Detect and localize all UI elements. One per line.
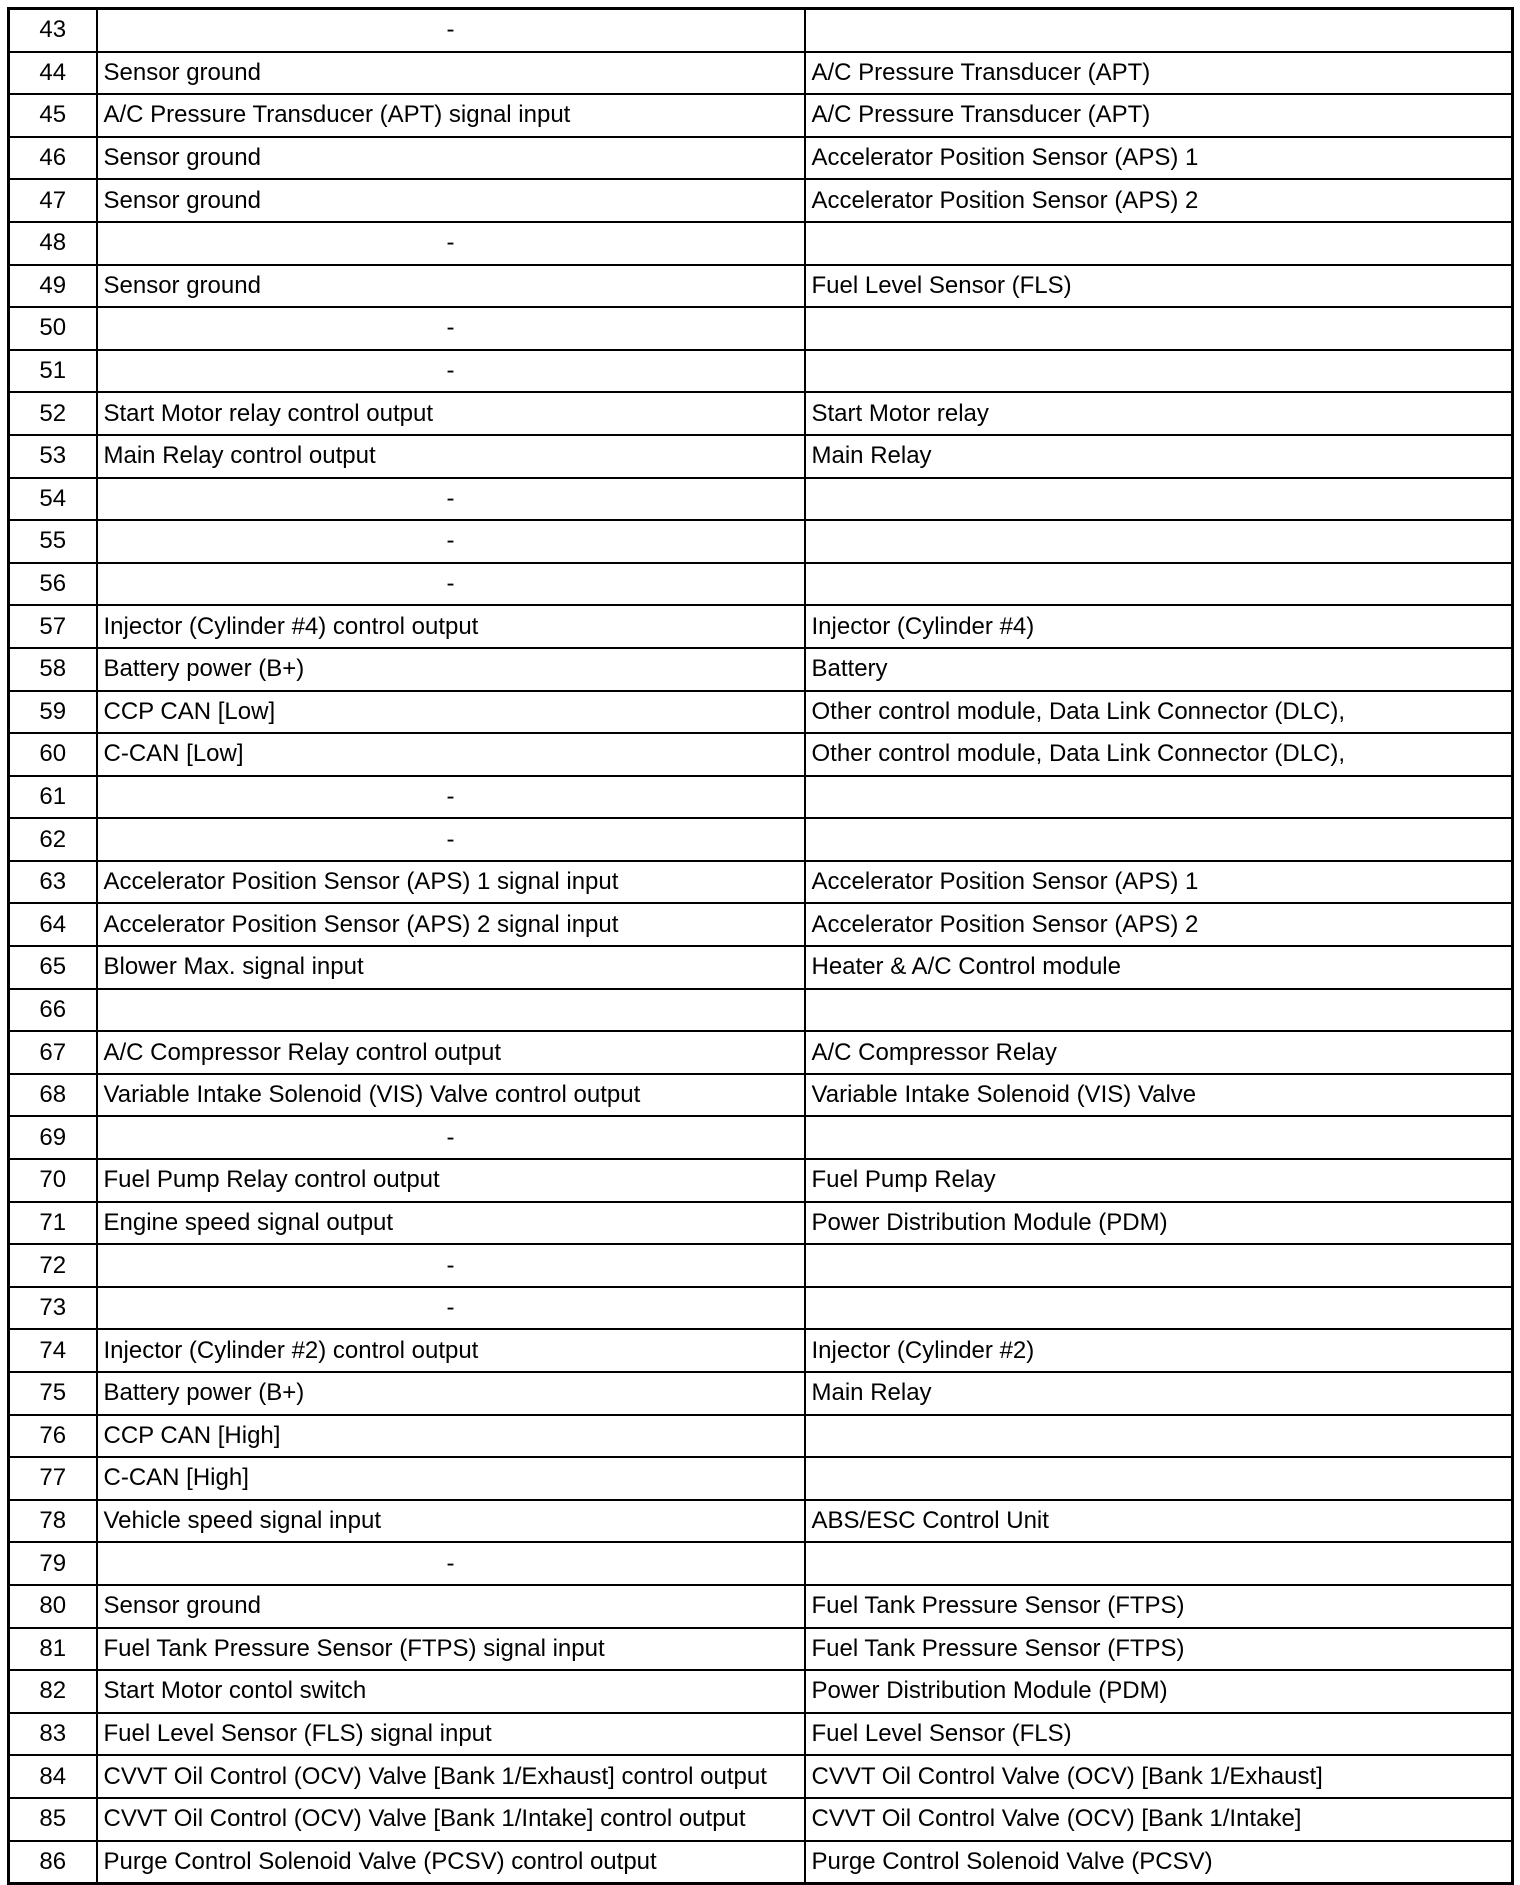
pin-number-cell: 73 (9, 1287, 97, 1330)
table-row (9, 179, 1513, 222)
connected-to-cell (805, 222, 1513, 265)
table-row (9, 52, 1513, 95)
pin-number-cell: 80 (9, 1585, 97, 1628)
description-cell: Battery power (B+) (97, 1372, 805, 1415)
pin-table-container (7, 7, 1511, 1885)
pin-number-cell: 65 (9, 946, 97, 989)
pin-number-cell: 54 (9, 478, 97, 521)
table-row (9, 818, 1513, 861)
description-cell: CCP CAN [High] (97, 1415, 805, 1458)
description-cell: Injector (Cylinder #4) control output (97, 605, 805, 648)
pin-number-cell: 79 (9, 1542, 97, 1585)
pin-number-cell: 75 (9, 1372, 97, 1415)
connected-to-cell: Fuel Pump Relay (805, 1159, 1513, 1202)
table-row (9, 563, 1513, 606)
description-cell: CCP CAN [Low] (97, 691, 805, 734)
pin-number-cell: 45 (9, 94, 97, 137)
description-cell: Battery power (B+) (97, 648, 805, 691)
description-cell: - (97, 222, 805, 265)
table-row (9, 1329, 1513, 1372)
pin-number-cell: 52 (9, 392, 97, 435)
description-cell: - (97, 563, 805, 606)
table-row (9, 435, 1513, 478)
description-cell: C-CAN [High] (97, 1457, 805, 1500)
pin-number-cell: 46 (9, 137, 97, 180)
table-row (9, 1798, 1513, 1841)
table-row (9, 733, 1513, 776)
pin-number-cell: 47 (9, 179, 97, 222)
table-row (9, 9, 1513, 52)
connected-to-cell (805, 1244, 1513, 1287)
table-row (9, 1542, 1513, 1585)
table-row (9, 903, 1513, 946)
connected-to-cell: Fuel Level Sensor (FLS) (805, 1713, 1513, 1756)
pin-table (7, 7, 1514, 1885)
description-cell: Fuel Pump Relay control output (97, 1159, 805, 1202)
connected-to-cell: Power Distribution Module (PDM) (805, 1202, 1513, 1245)
table-row (9, 1372, 1513, 1415)
pin-number-cell: 76 (9, 1415, 97, 1458)
pin-number-cell: 85 (9, 1798, 97, 1841)
description-cell: CVVT Oil Control (OCV) Valve [Bank 1/Exhaust] control output (97, 1755, 805, 1798)
connected-to-cell (805, 478, 1513, 521)
connected-to-cell (805, 1415, 1513, 1458)
table-row (9, 946, 1513, 989)
description-cell: Sensor ground (97, 265, 805, 308)
pin-number-cell: 70 (9, 1159, 97, 1202)
description-cell: Fuel Tank Pressure Sensor (FTPS) signal input (97, 1628, 805, 1671)
table-row (9, 1457, 1513, 1500)
pin-number-cell: 71 (9, 1202, 97, 1245)
description-cell: Main Relay control output (97, 435, 805, 478)
connected-to-cell: Accelerator Position Sensor (APS) 1 (805, 137, 1513, 180)
pin-number-cell: 83 (9, 1713, 97, 1756)
description-cell: Variable Intake Solenoid (VIS) Valve control output (97, 1074, 805, 1117)
description-cell: Sensor ground (97, 52, 805, 95)
pin-number-cell: 82 (9, 1670, 97, 1713)
connected-to-cell: ABS/ESC Control Unit (805, 1500, 1513, 1543)
table-row (9, 1500, 1513, 1543)
connected-to-cell: Accelerator Position Sensor (APS) 2 (805, 903, 1513, 946)
table-row (9, 1031, 1513, 1074)
connected-to-cell: Main Relay (805, 435, 1513, 478)
connected-to-cell (805, 350, 1513, 393)
pin-number-cell: 84 (9, 1755, 97, 1798)
connected-to-cell: Accelerator Position Sensor (APS) 2 (805, 179, 1513, 222)
connected-to-cell: Main Relay (805, 1372, 1513, 1415)
table-row (9, 307, 1513, 350)
connected-to-cell: Fuel Tank Pressure Sensor (FTPS) (805, 1585, 1513, 1628)
pin-table-body (9, 9, 1513, 1884)
description-cell: - (97, 1244, 805, 1287)
description-cell: - (97, 1542, 805, 1585)
description-cell: Accelerator Position Sensor (APS) 1 signal input (97, 861, 805, 904)
table-row (9, 605, 1513, 648)
pin-number-cell: 48 (9, 222, 97, 265)
pin-number-cell: 74 (9, 1329, 97, 1372)
pin-number-cell: 59 (9, 691, 97, 734)
table-row (9, 1287, 1513, 1330)
pin-number-cell: 69 (9, 1116, 97, 1159)
table-row (9, 520, 1513, 563)
connected-to-cell: Purge Control Solenoid Valve (PCSV) (805, 1841, 1513, 1884)
description-cell: - (97, 1116, 805, 1159)
description-cell: - (97, 350, 805, 393)
table-row (9, 1202, 1513, 1245)
pin-number-cell: 64 (9, 903, 97, 946)
connected-to-cell: Other control module, Data Link Connector (DLC), (805, 691, 1513, 734)
connected-to-cell (805, 1457, 1513, 1500)
description-cell: Injector (Cylinder #2) control output (97, 1329, 805, 1372)
connected-to-cell (805, 9, 1513, 52)
table-row (9, 94, 1513, 137)
pin-number-cell: 57 (9, 605, 97, 648)
connected-to-cell: Injector (Cylinder #2) (805, 1329, 1513, 1372)
pin-number-cell: 51 (9, 350, 97, 393)
pin-number-cell: 81 (9, 1628, 97, 1671)
description-cell: Vehicle speed signal input (97, 1500, 805, 1543)
connected-to-cell (805, 307, 1513, 350)
table-row (9, 1244, 1513, 1287)
description-cell: Sensor ground (97, 179, 805, 222)
connected-to-cell: A/C Pressure Transducer (APT) (805, 94, 1513, 137)
description-cell (97, 989, 805, 1032)
pin-number-cell: 66 (9, 989, 97, 1032)
table-row (9, 350, 1513, 393)
table-row (9, 1585, 1513, 1628)
table-row (9, 1116, 1513, 1159)
pin-number-cell: 44 (9, 52, 97, 95)
description-cell: - (97, 1287, 805, 1330)
pin-number-cell: 43 (9, 9, 97, 52)
table-row (9, 1713, 1513, 1756)
table-row (9, 1628, 1513, 1671)
pin-number-cell: 72 (9, 1244, 97, 1287)
description-cell: Engine speed signal output (97, 1202, 805, 1245)
connected-to-cell: CVVT Oil Control Valve (OCV) [Bank 1/Exhaust] (805, 1755, 1513, 1798)
pin-number-cell: 58 (9, 648, 97, 691)
description-cell: Start Motor relay control output (97, 392, 805, 435)
connected-to-cell: Heater & A/C Control module (805, 946, 1513, 989)
table-row (9, 691, 1513, 734)
pin-number-cell: 68 (9, 1074, 97, 1117)
description-cell: Sensor ground (97, 1585, 805, 1628)
pin-number-cell: 77 (9, 1457, 97, 1500)
description-cell: Purge Control Solenoid Valve (PCSV) control output (97, 1841, 805, 1884)
pin-number-cell: 62 (9, 818, 97, 861)
description-cell: - (97, 478, 805, 521)
table-row (9, 392, 1513, 435)
connected-to-cell: Battery (805, 648, 1513, 691)
table-row (9, 648, 1513, 691)
pin-number-cell: 49 (9, 265, 97, 308)
connected-to-cell: Start Motor relay (805, 392, 1513, 435)
description-cell: A/C Compressor Relay control output (97, 1031, 805, 1074)
connected-to-cell (805, 520, 1513, 563)
description-cell: - (97, 9, 805, 52)
description-cell: - (97, 776, 805, 819)
table-row (9, 989, 1513, 1032)
table-row (9, 222, 1513, 265)
pin-number-cell: 50 (9, 307, 97, 350)
table-row (9, 137, 1513, 180)
pin-number-cell: 56 (9, 563, 97, 606)
connected-to-cell: CVVT Oil Control Valve (OCV) [Bank 1/Intake] (805, 1798, 1513, 1841)
table-row (9, 1074, 1513, 1117)
table-row (9, 1841, 1513, 1884)
table-row (9, 265, 1513, 308)
table-row (9, 1159, 1513, 1202)
pin-number-cell: 55 (9, 520, 97, 563)
pin-number-cell: 78 (9, 1500, 97, 1543)
description-cell: - (97, 818, 805, 861)
table-row (9, 1415, 1513, 1458)
description-cell: Fuel Level Sensor (FLS) signal input (97, 1713, 805, 1756)
description-cell: A/C Pressure Transducer (APT) signal input (97, 94, 805, 137)
connected-to-cell: A/C Pressure Transducer (APT) (805, 52, 1513, 95)
connected-to-cell: Accelerator Position Sensor (APS) 1 (805, 861, 1513, 904)
pin-number-cell: 63 (9, 861, 97, 904)
connected-to-cell: Variable Intake Solenoid (VIS) Valve (805, 1074, 1513, 1117)
description-cell: - (97, 307, 805, 350)
connected-to-cell (805, 1542, 1513, 1585)
pin-number-cell: 67 (9, 1031, 97, 1074)
connected-to-cell (805, 563, 1513, 606)
connected-to-cell: Power Distribution Module (PDM) (805, 1670, 1513, 1713)
description-cell: Sensor ground (97, 137, 805, 180)
connected-to-cell: Injector (Cylinder #4) (805, 605, 1513, 648)
description-cell: - (97, 520, 805, 563)
connected-to-cell: Other control module, Data Link Connector (DLC), (805, 733, 1513, 776)
table-row (9, 1670, 1513, 1713)
description-cell: Accelerator Position Sensor (APS) 2 signal input (97, 903, 805, 946)
description-cell: CVVT Oil Control (OCV) Valve [Bank 1/Intake] control output (97, 1798, 805, 1841)
pin-number-cell: 60 (9, 733, 97, 776)
connected-to-cell: Fuel Tank Pressure Sensor (FTPS) (805, 1628, 1513, 1671)
pin-number-cell: 53 (9, 435, 97, 478)
table-row (9, 776, 1513, 819)
connected-to-cell (805, 989, 1513, 1032)
connected-to-cell (805, 1116, 1513, 1159)
description-cell: Blower Max. signal input (97, 946, 805, 989)
pin-number-cell: 86 (9, 1841, 97, 1884)
description-cell: C-CAN [Low] (97, 733, 805, 776)
description-cell: Start Motor contol switch (97, 1670, 805, 1713)
table-row (9, 1755, 1513, 1798)
connected-to-cell: A/C Compressor Relay (805, 1031, 1513, 1074)
connected-to-cell: Fuel Level Sensor (FLS) (805, 265, 1513, 308)
connected-to-cell (805, 776, 1513, 819)
pin-number-cell: 61 (9, 776, 97, 819)
connected-to-cell (805, 818, 1513, 861)
connected-to-cell (805, 1287, 1513, 1330)
table-row (9, 861, 1513, 904)
table-row (9, 478, 1513, 521)
